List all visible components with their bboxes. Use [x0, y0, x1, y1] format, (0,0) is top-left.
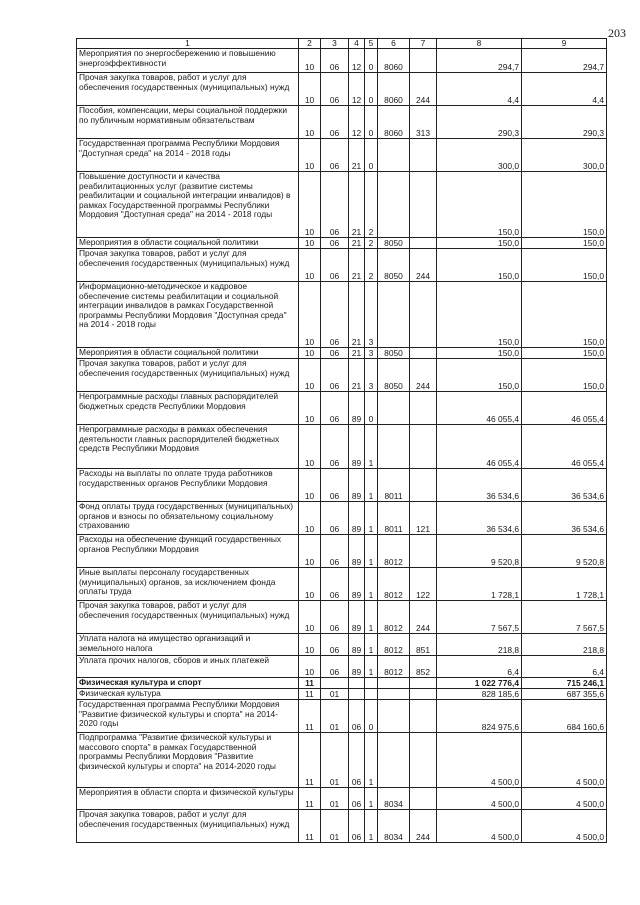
- program-code-cell: 89: [349, 502, 365, 535]
- amount-col8-cell: 7 567,5: [437, 601, 522, 634]
- row-name-cell: Прочая закупка товаров, работ и услуг для обеспечения государственных (муниципальных) нужд: [77, 249, 299, 282]
- table-row: [77, 689, 607, 700]
- table-row: [77, 788, 607, 810]
- section-code-cell: 11: [299, 733, 321, 788]
- subsection-code-cell: 06: [321, 348, 349, 359]
- expense-type-cell: [410, 49, 437, 73]
- program-code-cell: 21: [349, 172, 365, 238]
- direction-code-cell: 8034: [378, 810, 410, 843]
- row-name-cell: Мероприятия в области социальной политики: [77, 238, 299, 249]
- amount-col9-cell: 4 500,0: [522, 810, 607, 843]
- direction-code-cell: 8050: [378, 348, 410, 359]
- subprogram-code-cell: [365, 678, 378, 689]
- direction-code-cell: 8060: [378, 106, 410, 139]
- row-name-cell: Прочая закупка товаров, работ и услуг для обеспечения государственных (муниципальных) нужд: [77, 810, 299, 843]
- program-code-cell: 21: [349, 282, 365, 348]
- section-code-cell: 10: [299, 568, 321, 601]
- row-name-cell: Прочая закупка товаров, работ и услуг для обеспечения государственных (муниципальных) нужд: [77, 601, 299, 634]
- expense-type-cell: [410, 348, 437, 359]
- table-row: [77, 810, 607, 843]
- program-code-cell: 21: [349, 348, 365, 359]
- subprogram-code-cell: 2: [365, 249, 378, 282]
- table-row: [77, 700, 607, 733]
- subprogram-code-cell: 1: [365, 469, 378, 502]
- direction-code-cell: 8050: [378, 249, 410, 282]
- header-cell: 4: [349, 39, 365, 49]
- section-code-cell: 10: [299, 634, 321, 656]
- table-row: [77, 282, 607, 348]
- row-name-cell: Мероприятия по энергосбережению и повышению энергоэффективности: [77, 49, 299, 73]
- amount-col8-cell: 150,0: [437, 282, 522, 348]
- subprogram-code-cell: 0: [365, 139, 378, 172]
- subprogram-code-cell: 3: [365, 359, 378, 392]
- section-code-cell: 10: [299, 656, 321, 678]
- expense-type-cell: [410, 733, 437, 788]
- expense-type-cell: 852: [410, 656, 437, 678]
- direction-code-cell: 8012: [378, 568, 410, 601]
- section-code-cell: 10: [299, 469, 321, 502]
- table-row: [77, 348, 607, 359]
- amount-col9-cell: 300,0: [522, 139, 607, 172]
- amount-col9-cell: 150,0: [522, 249, 607, 282]
- subsection-code-cell: 06: [321, 568, 349, 601]
- table-row: [77, 106, 607, 139]
- expense-type-cell: [410, 282, 437, 348]
- section-code-cell: 10: [299, 238, 321, 249]
- table-row: [77, 139, 607, 172]
- program-code-cell: 89: [349, 425, 365, 469]
- expense-type-cell: 244: [410, 249, 437, 282]
- program-code-cell: 06: [349, 700, 365, 733]
- subprogram-code-cell: [365, 689, 378, 700]
- direction-code-cell: 8050: [378, 238, 410, 249]
- direction-code-cell: [378, 733, 410, 788]
- direction-code-cell: 8060: [378, 49, 410, 73]
- expense-type-cell: [410, 172, 437, 238]
- amount-col8-cell: 150,0: [437, 249, 522, 282]
- program-code-cell: 21: [349, 249, 365, 282]
- subsection-code-cell: 06: [321, 139, 349, 172]
- program-code-cell: 21: [349, 238, 365, 249]
- amount-col9-cell: 7 567,5: [522, 601, 607, 634]
- expense-type-cell: 244: [410, 73, 437, 106]
- subsection-code-cell: 01: [321, 700, 349, 733]
- header-cell: 5: [365, 39, 378, 49]
- subsection-code-cell: 06: [321, 172, 349, 238]
- table-row: [77, 425, 607, 469]
- direction-code-cell: [378, 392, 410, 425]
- program-code-cell: [349, 689, 365, 700]
- subsection-code-cell: [321, 678, 349, 689]
- subprogram-code-cell: 3: [365, 282, 378, 348]
- expense-type-cell: 851: [410, 634, 437, 656]
- amount-col8-cell: 150,0: [437, 238, 522, 249]
- subsection-code-cell: 06: [321, 238, 349, 249]
- section-code-cell: 10: [299, 49, 321, 73]
- row-name-cell: Иные выплаты персоналу государственных (муниципальных) органов, за исключением фонда оплаты труда: [77, 568, 299, 601]
- section-code-cell: 10: [299, 106, 321, 139]
- amount-col9-cell: 150,0: [522, 238, 607, 249]
- row-name-cell: Прочая закупка товаров, работ и услуг для обеспечения государственных (муниципальных) нужд: [77, 359, 299, 392]
- section-code-cell: 10: [299, 502, 321, 535]
- expense-type-cell: [410, 425, 437, 469]
- amount-col9-cell: 150,0: [522, 348, 607, 359]
- row-name-cell: Информационно-методическое и кадровое обеспечение системы реабилитации и социальной интеграции инвалидов в рамках Государственной программы Республики Мордовия "Доступная среда" на 2014 - 2018 годы: [77, 282, 299, 348]
- table-row: [77, 49, 607, 73]
- table-row: [77, 392, 607, 425]
- amount-col9-cell: 687 355,6: [522, 689, 607, 700]
- table-row: [77, 601, 607, 634]
- program-code-cell: 89: [349, 535, 365, 568]
- amount-col9-cell: 6,4: [522, 656, 607, 678]
- section-code-cell: 10: [299, 282, 321, 348]
- subsection-code-cell: 01: [321, 788, 349, 810]
- amount-col8-cell: 9 520,8: [437, 535, 522, 568]
- subprogram-code-cell: 1: [365, 788, 378, 810]
- amount-col8-cell: 46 055,4: [437, 425, 522, 469]
- row-name-cell: Государственная программа Республики Мордовия "Развитие физической культуры и спорта" на 2014-2020 годы: [77, 700, 299, 733]
- subprogram-code-cell: 0: [365, 106, 378, 139]
- table-row: [77, 469, 607, 502]
- section-code-cell: 10: [299, 172, 321, 238]
- direction-code-cell: [378, 139, 410, 172]
- subsection-code-cell: 06: [321, 656, 349, 678]
- amount-col8-cell: 150,0: [437, 348, 522, 359]
- amount-col9-cell: 150,0: [522, 359, 607, 392]
- amount-col8-cell: 46 055,4: [437, 392, 522, 425]
- table-row: [77, 238, 607, 249]
- amount-col8-cell: 4 500,0: [437, 788, 522, 810]
- amount-col8-cell: 36 534,6: [437, 469, 522, 502]
- table-row: [77, 502, 607, 535]
- amount-col8-cell: 1 728,1: [437, 568, 522, 601]
- row-name-cell: Непрограммные расходы в рамках обеспечения деятельности главных распорядителей бюджетных средств Республики Мордовия: [77, 425, 299, 469]
- expense-type-cell: 121: [410, 502, 437, 535]
- direction-code-cell: 8050: [378, 359, 410, 392]
- direction-code-cell: 8034: [378, 788, 410, 810]
- section-code-cell: 11: [299, 788, 321, 810]
- section-code-cell: 11: [299, 689, 321, 700]
- subprogram-code-cell: 2: [365, 238, 378, 249]
- table-row: [77, 359, 607, 392]
- table-row: [77, 73, 607, 106]
- program-code-cell: 21: [349, 359, 365, 392]
- amount-col9-cell: 294,7: [522, 49, 607, 73]
- table-row: [77, 249, 607, 282]
- program-code-cell: 12: [349, 49, 365, 73]
- table-header-row: [77, 39, 607, 49]
- amount-col8-cell: 4 500,0: [437, 810, 522, 843]
- subsection-code-cell: 06: [321, 469, 349, 502]
- amount-col9-cell: 36 534,6: [522, 502, 607, 535]
- subprogram-code-cell: 2: [365, 172, 378, 238]
- expense-type-cell: [410, 788, 437, 810]
- subsection-code-cell: 01: [321, 689, 349, 700]
- amount-col9-cell: 46 055,4: [522, 425, 607, 469]
- budget-table: [76, 38, 607, 843]
- expense-type-cell: 244: [410, 601, 437, 634]
- program-code-cell: 89: [349, 634, 365, 656]
- header-cell: 6: [378, 39, 410, 49]
- subprogram-code-cell: 1: [365, 810, 378, 843]
- section-code-cell: 11: [299, 700, 321, 733]
- subprogram-code-cell: 0: [365, 700, 378, 733]
- direction-code-cell: [378, 282, 410, 348]
- amount-col8-cell: 4 500,0: [437, 733, 522, 788]
- amount-col9-cell: 46 055,4: [522, 392, 607, 425]
- program-code-cell: [349, 678, 365, 689]
- expense-type-cell: [410, 535, 437, 568]
- table-row: [77, 568, 607, 601]
- header-cell: 1: [77, 39, 299, 49]
- subprogram-code-cell: 0: [365, 73, 378, 106]
- table-row: [77, 733, 607, 788]
- program-code-cell: 89: [349, 601, 365, 634]
- direction-code-cell: [378, 678, 410, 689]
- section-code-cell: 10: [299, 139, 321, 172]
- direction-code-cell: 8011: [378, 502, 410, 535]
- section-code-cell: 10: [299, 601, 321, 634]
- amount-col9-cell: 218,8: [522, 634, 607, 656]
- amount-col9-cell: 150,0: [522, 282, 607, 348]
- section-code-cell: 10: [299, 249, 321, 282]
- program-code-cell: 89: [349, 392, 365, 425]
- direction-code-cell: 8012: [378, 601, 410, 634]
- direction-code-cell: [378, 425, 410, 469]
- amount-col9-cell: 290,3: [522, 106, 607, 139]
- amount-col8-cell: 4,4: [437, 73, 522, 106]
- direction-code-cell: 8060: [378, 73, 410, 106]
- amount-col8-cell: 294,7: [437, 49, 522, 73]
- expense-type-cell: [410, 700, 437, 733]
- expense-type-cell: [410, 469, 437, 502]
- amount-col8-cell: 218,8: [437, 634, 522, 656]
- program-code-cell: 06: [349, 810, 365, 843]
- program-code-cell: 06: [349, 733, 365, 788]
- subsection-code-cell: 06: [321, 392, 349, 425]
- amount-col8-cell: 36 534,6: [437, 502, 522, 535]
- row-name-cell: Расходы на выплаты по оплате труда работников государственных органов Республики Мордовия: [77, 469, 299, 502]
- amount-col8-cell: 290,3: [437, 106, 522, 139]
- table-row: [77, 172, 607, 238]
- section-code-cell: 11: [299, 678, 321, 689]
- subprogram-code-cell: 1: [365, 502, 378, 535]
- section-code-cell: 10: [299, 535, 321, 568]
- row-name-cell: Повышение доступности и качества реабилитационных услуг (развитие системы реабилитации и социальной интеграции инвалидов) в рамках Государственной программы Республики Мордовия "Доступная среда" на 2014 - 2018 годы: [77, 172, 299, 238]
- header-cell: 9: [522, 39, 607, 49]
- subsection-code-cell: 01: [321, 810, 349, 843]
- row-name-cell: Фонд оплаты труда государственных (муниципальных) органов и взносы по обязательному социальному страхованию: [77, 502, 299, 535]
- amount-col9-cell: 715 246,1: [522, 678, 607, 689]
- program-code-cell: 89: [349, 656, 365, 678]
- expense-type-cell: [410, 139, 437, 172]
- row-name-cell: Государственная программа Республики Мордовия "Доступная среда" на 2014 - 2018 годы: [77, 139, 299, 172]
- header-cell: 8: [437, 39, 522, 49]
- subsection-code-cell: 06: [321, 535, 349, 568]
- subprogram-code-cell: 1: [365, 535, 378, 568]
- row-name-cell: Подпрограмма "Развитие физической культуры и массового спорта" в рамках Государственной программы Республики Мордовия "Развитие физической культуры и спорта" на 2014-2020 годы: [77, 733, 299, 788]
- subprogram-code-cell: 1: [365, 634, 378, 656]
- amount-col8-cell: 150,0: [437, 359, 522, 392]
- row-name-cell: Расходы на обеспечение функций государственных органов Республики Мордовия: [77, 535, 299, 568]
- subsection-code-cell: 06: [321, 601, 349, 634]
- subprogram-code-cell: 1: [365, 601, 378, 634]
- subsection-code-cell: 06: [321, 502, 349, 535]
- subprogram-code-cell: 0: [365, 392, 378, 425]
- table-row: [77, 678, 607, 689]
- row-name-cell: Непрограммные расходы главных распорядителей бюджетных средств Республики Мордовия: [77, 392, 299, 425]
- subprogram-code-cell: 1: [365, 656, 378, 678]
- expense-type-cell: [410, 678, 437, 689]
- program-code-cell: 89: [349, 568, 365, 601]
- expense-type-cell: 122: [410, 568, 437, 601]
- row-name-cell: Физическая культура и спорт: [77, 678, 299, 689]
- subprogram-code-cell: 1: [365, 425, 378, 469]
- program-code-cell: 21: [349, 139, 365, 172]
- direction-code-cell: 8011: [378, 469, 410, 502]
- row-name-cell: Уплата налога на имущество организаций и земельного налога: [77, 634, 299, 656]
- row-name-cell: Физическая культура: [77, 689, 299, 700]
- section-code-cell: 10: [299, 425, 321, 469]
- row-name-cell: Уплата прочих налогов, сборов и иных платежей: [77, 656, 299, 678]
- amount-col9-cell: 684 160,6: [522, 700, 607, 733]
- program-code-cell: 89: [349, 469, 365, 502]
- subsection-code-cell: 06: [321, 73, 349, 106]
- table-row: [77, 634, 607, 656]
- expense-type-cell: [410, 238, 437, 249]
- section-code-cell: 11: [299, 810, 321, 843]
- expense-type-cell: [410, 689, 437, 700]
- direction-code-cell: 8012: [378, 535, 410, 568]
- section-code-cell: 10: [299, 359, 321, 392]
- amount-col8-cell: 1 022 776,4: [437, 678, 522, 689]
- amount-col8-cell: 828 185,6: [437, 689, 522, 700]
- program-code-cell: 12: [349, 106, 365, 139]
- subsection-code-cell: 06: [321, 634, 349, 656]
- direction-code-cell: 8012: [378, 656, 410, 678]
- direction-code-cell: [378, 172, 410, 238]
- row-name-cell: Прочая закупка товаров, работ и услуг для обеспечения государственных (муниципальных) нужд: [77, 73, 299, 106]
- subsection-code-cell: 06: [321, 106, 349, 139]
- amount-col9-cell: 150,0: [522, 172, 607, 238]
- expense-type-cell: 244: [410, 359, 437, 392]
- header-cell: 2: [299, 39, 321, 49]
- subprogram-code-cell: 1: [365, 568, 378, 601]
- subsection-code-cell: 06: [321, 425, 349, 469]
- amount-col8-cell: 824 975,6: [437, 700, 522, 733]
- header-cell: 3: [321, 39, 349, 49]
- subprogram-code-cell: 0: [365, 49, 378, 73]
- section-code-cell: 10: [299, 348, 321, 359]
- direction-code-cell: [378, 689, 410, 700]
- row-name-cell: Мероприятия в области социальной политики: [77, 348, 299, 359]
- subprogram-code-cell: 3: [365, 348, 378, 359]
- program-code-cell: 12: [349, 73, 365, 106]
- amount-col9-cell: 36 534,6: [522, 469, 607, 502]
- subsection-code-cell: 06: [321, 359, 349, 392]
- subsection-code-cell: 06: [321, 49, 349, 73]
- amount-col9-cell: 4 500,0: [522, 788, 607, 810]
- table-row: [77, 656, 607, 678]
- expense-type-cell: 244: [410, 810, 437, 843]
- expense-type-cell: [410, 392, 437, 425]
- section-code-cell: 10: [299, 392, 321, 425]
- row-name-cell: Пособия, компенсации, меры социальной поддержки по публичным нормативным обязательствам: [77, 106, 299, 139]
- row-name-cell: Мероприятия в области спорта и физической культуры: [77, 788, 299, 810]
- section-code-cell: 10: [299, 73, 321, 106]
- direction-code-cell: 8012: [378, 634, 410, 656]
- expense-type-cell: 313: [410, 106, 437, 139]
- table-row: [77, 535, 607, 568]
- program-code-cell: 06: [349, 788, 365, 810]
- amount-col8-cell: 150,0: [437, 172, 522, 238]
- amount-col8-cell: 6,4: [437, 656, 522, 678]
- amount-col9-cell: 4 500,0: [522, 733, 607, 788]
- subsection-code-cell: 06: [321, 282, 349, 348]
- subsection-code-cell: 06: [321, 249, 349, 282]
- direction-code-cell: [378, 700, 410, 733]
- subsection-code-cell: 01: [321, 733, 349, 788]
- amount-col9-cell: 1 728,1: [522, 568, 607, 601]
- subprogram-code-cell: 1: [365, 733, 378, 788]
- page-number: 203: [608, 26, 626, 40]
- header-cell: 7: [410, 39, 437, 49]
- amount-col9-cell: 9 520,8: [522, 535, 607, 568]
- amount-col9-cell: 4,4: [522, 73, 607, 106]
- amount-col8-cell: 300,0: [437, 139, 522, 172]
